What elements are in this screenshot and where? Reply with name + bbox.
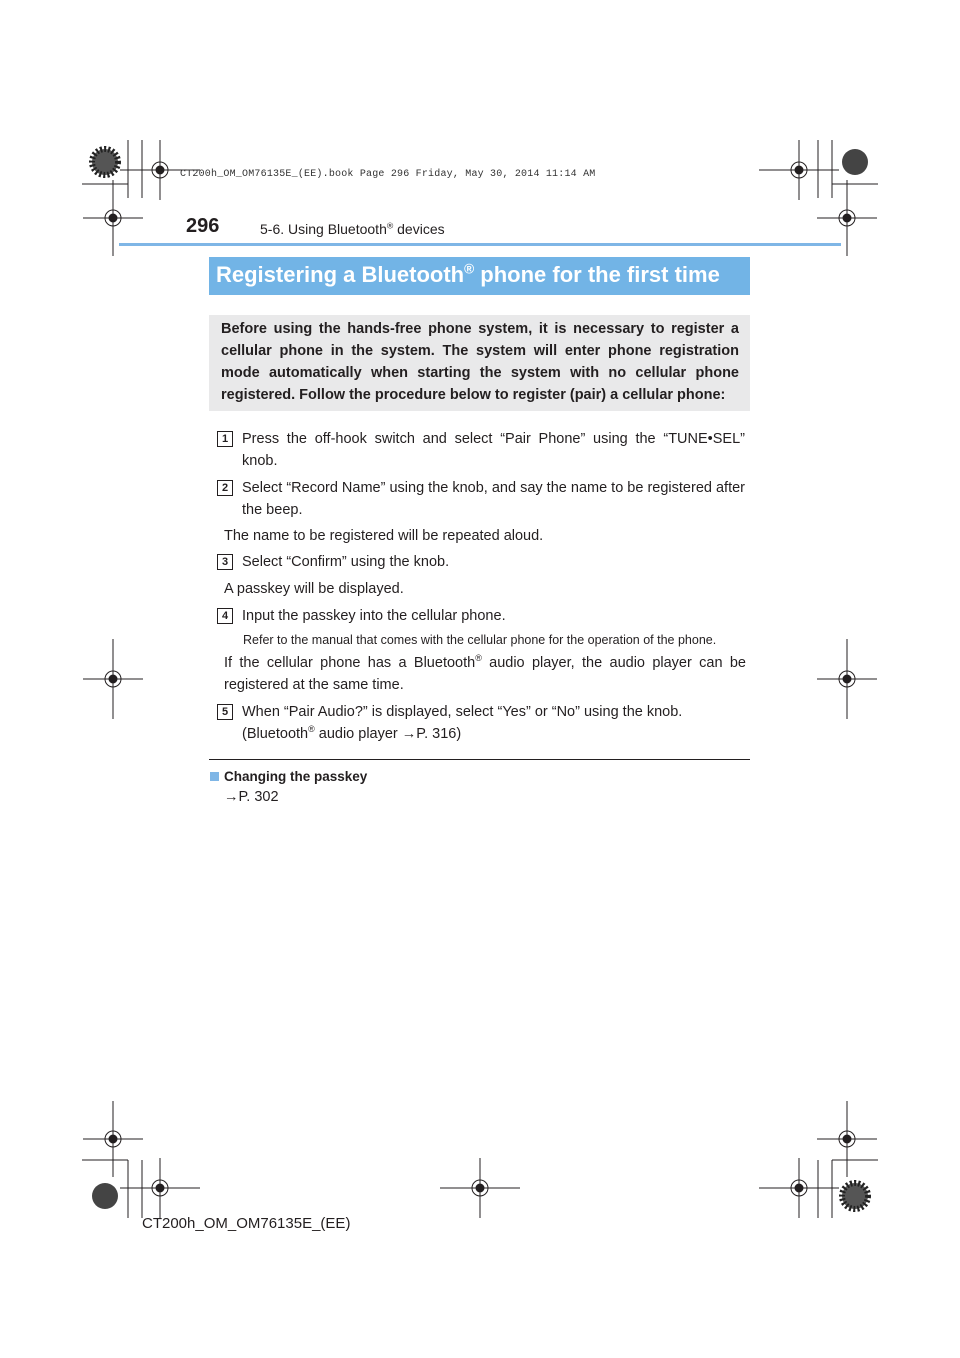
step-number: 4 (217, 608, 233, 624)
passkey-page-link[interactable]: →P. 302 (224, 789, 279, 805)
step-number: 3 (217, 554, 233, 570)
step-text: Select “Record Name” using the knob, and say the name to be registered after the beep. (242, 480, 745, 518)
book-info: CT200h_OM_OM76135E_(EE).book Page 296 Friday, May 30, 2014 11:14 AM (180, 169, 596, 180)
intro-text: Before using the hands-free phone system, it is necessary to register a cellular phone in the system. The system will enter phone registration mode automatically when starting the system with no cellular phone registered. Follow the procedure below to register (pair) a cellular phone: (221, 321, 739, 403)
step-number: 5 (217, 704, 233, 720)
passkey-heading: Changing the passkey (210, 769, 367, 784)
step-number: 2 (217, 480, 233, 496)
step-note: A passkey will be displayed. (224, 581, 404, 597)
section-header: 5-6. Using Bluetooth® devices (260, 220, 445, 237)
section-divider (209, 759, 750, 760)
step-small-note: Refer to the manual that comes with the cellular phone for the operation of the phone. (243, 633, 717, 647)
header-rule (119, 243, 841, 246)
step-text: Input the passkey into the cellular phone. (242, 608, 506, 624)
page-number: 296 (186, 215, 220, 237)
page-title: Registering a Bluetooth® phone for the first time (216, 261, 720, 287)
step-number: 1 (217, 431, 233, 447)
step-note: The name to be registered will be repeated aloud. (224, 528, 544, 544)
bullet-square-icon (210, 772, 219, 781)
step-text: When “Pair Audio?” is displayed, select “Yes” or “No” using the knob. (Bluetooth® audio player →P. 316) (242, 704, 683, 742)
step-text: Select “Confirm” using the knob. (242, 554, 450, 570)
step-text: Press the off-hook switch and select “Pair Phone” using the “TUNE•SEL” knob. (242, 431, 745, 469)
audio-note: If the cellular phone has a Bluetooth® audio player, the audio player can be registered at the same time. (224, 653, 746, 693)
footer-code: CT200h_OM_OM76135E_(EE) (142, 1215, 351, 1232)
